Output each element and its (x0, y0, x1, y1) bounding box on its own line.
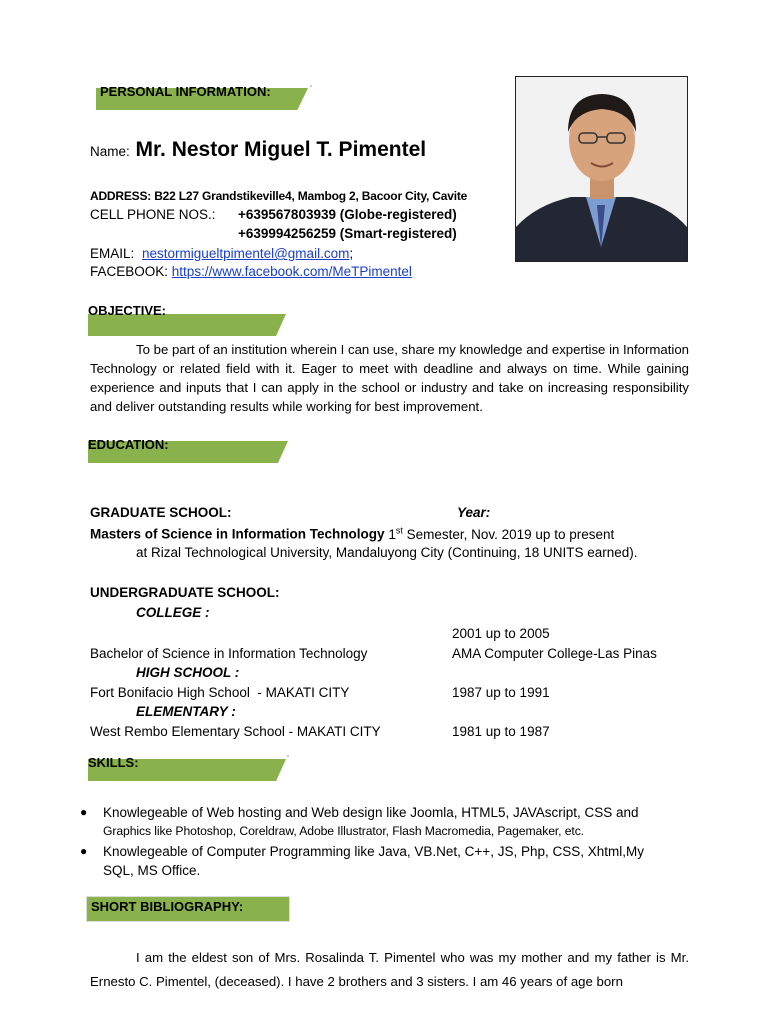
elementary-school: West Rembo Elementary School - MAKATI CITY (90, 724, 381, 739)
person-name: Mr. Nestor Miguel T. Pimentel (135, 138, 427, 161)
year-heading: Year: (457, 505, 491, 520)
objective-section-title: OBJECTIVE: (88, 303, 167, 318)
elementary-year: 1981 up to 1987 (452, 724, 550, 739)
facebook-row (90, 264, 412, 279)
skill-item-1-line-1: Knowlegeable of Web hosting and Web design like Joomla, HTML5, JAVAscript, CSS and (103, 805, 639, 820)
profile-photo-image (516, 77, 687, 261)
graduate-heading: GRADUATE SCHOOL: (90, 505, 232, 520)
graduate-year (388, 527, 614, 542)
graduate-degree: Masters of Science in Information Technology (90, 526, 385, 542)
email-label: EMAIL: (90, 246, 135, 261)
facebook-label: FACEBOOK: (90, 264, 169, 279)
skill-item-2-line-1: Knowlegeable of Computer Programming like Java, VB.Net, C++, JS, Php, CSS, Xhtml,My (103, 844, 644, 859)
profile-photo (515, 76, 688, 262)
graduate-school: at Rizal Technological University, Mandaluyong City (Continuing, 18 UNITS earned). (136, 545, 638, 560)
college-year: 2001 up to 2005 (452, 626, 550, 641)
phone-smart: +639994256259 (Smart-registered) (238, 226, 457, 241)
email-suffix: ; (349, 246, 354, 261)
graduate-row (90, 525, 614, 542)
college-school: AMA Computer College-Las Pinas (452, 646, 657, 661)
skill-item-1-line-2: Graphics like Photoshop, Coreldraw, Adobe Illustrator, Flash Macromedia, Pagemaker, etc. (103, 824, 584, 838)
bibliography-text: I am the eldest son of Mrs. Rosalinda T. Pimentel who was my mother and my father is Mr. Ernesto C. Pimentel, (deceased). I have 2 brothers and 3 sisters. I am 46 years of age born (90, 950, 689, 989)
elementary-heading: ELEMENTARY : (136, 704, 236, 719)
phone-globe: +639567803939 (Globe-registered) (238, 207, 457, 222)
education-section-title: EDUCATION: (88, 437, 169, 452)
tick-mark-2: ' (287, 754, 289, 765)
undergrad-heading: UNDERGRADUATE SCHOOL: (90, 585, 280, 600)
skill-item-2-line-2: SQL, MS Office. (103, 863, 201, 878)
name-label: Name: (90, 144, 130, 159)
email-row (90, 246, 353, 261)
phone-label: CELL PHONE NOS.: (90, 207, 216, 222)
skills-section-title: SKILLS: (88, 755, 139, 770)
skill-bullet-1: ● (80, 805, 88, 819)
college-degree: Bachelor of Science in Information Technology (90, 646, 368, 661)
graduate-year-sup: st (395, 525, 403, 535)
facebook-link[interactable]: https://www.facebook.com/MeTPimentel (171, 264, 412, 279)
graduate-year-rest: Semester, Nov. 2019 up to present (402, 526, 615, 542)
graduate-year-num: 1 (388, 526, 396, 542)
highschool-school: Fort Bonifacio High School - MAKATI CITY (90, 685, 350, 700)
name-row (90, 138, 426, 162)
college-heading: COLLEGE : (136, 605, 210, 620)
objective-text: To be part of an institution wherein I can use, share my knowledge and expertise in Information Technology or related field with it. Eager to meet with deadline and always on time. While gaining experience and inputs that I can apply in the school or industry and take on increasing responsibility and deliver outstanding results while working for best improvement. (90, 342, 689, 414)
address-label: ADDRESS: (90, 189, 152, 203)
skill-bullet-2: ● (80, 844, 88, 858)
highschool-year: 1987 up to 1991 (452, 685, 550, 700)
highschool-heading: HIGH SCHOOL : (136, 665, 240, 680)
bibliography-section-title: SHORT BIBLIOGRAPHY: (91, 899, 244, 914)
personal-section-title: PERSONAL INFORMATION: (100, 84, 271, 99)
address-row (90, 189, 467, 203)
tick-mark: ' (310, 84, 312, 95)
address-value: B22 L27 Grandstikeville4, Mambog 2, Bacoor City, Cavite (154, 189, 468, 203)
email-link[interactable]: nestormigueltpimentel@gmail.com (142, 246, 350, 261)
